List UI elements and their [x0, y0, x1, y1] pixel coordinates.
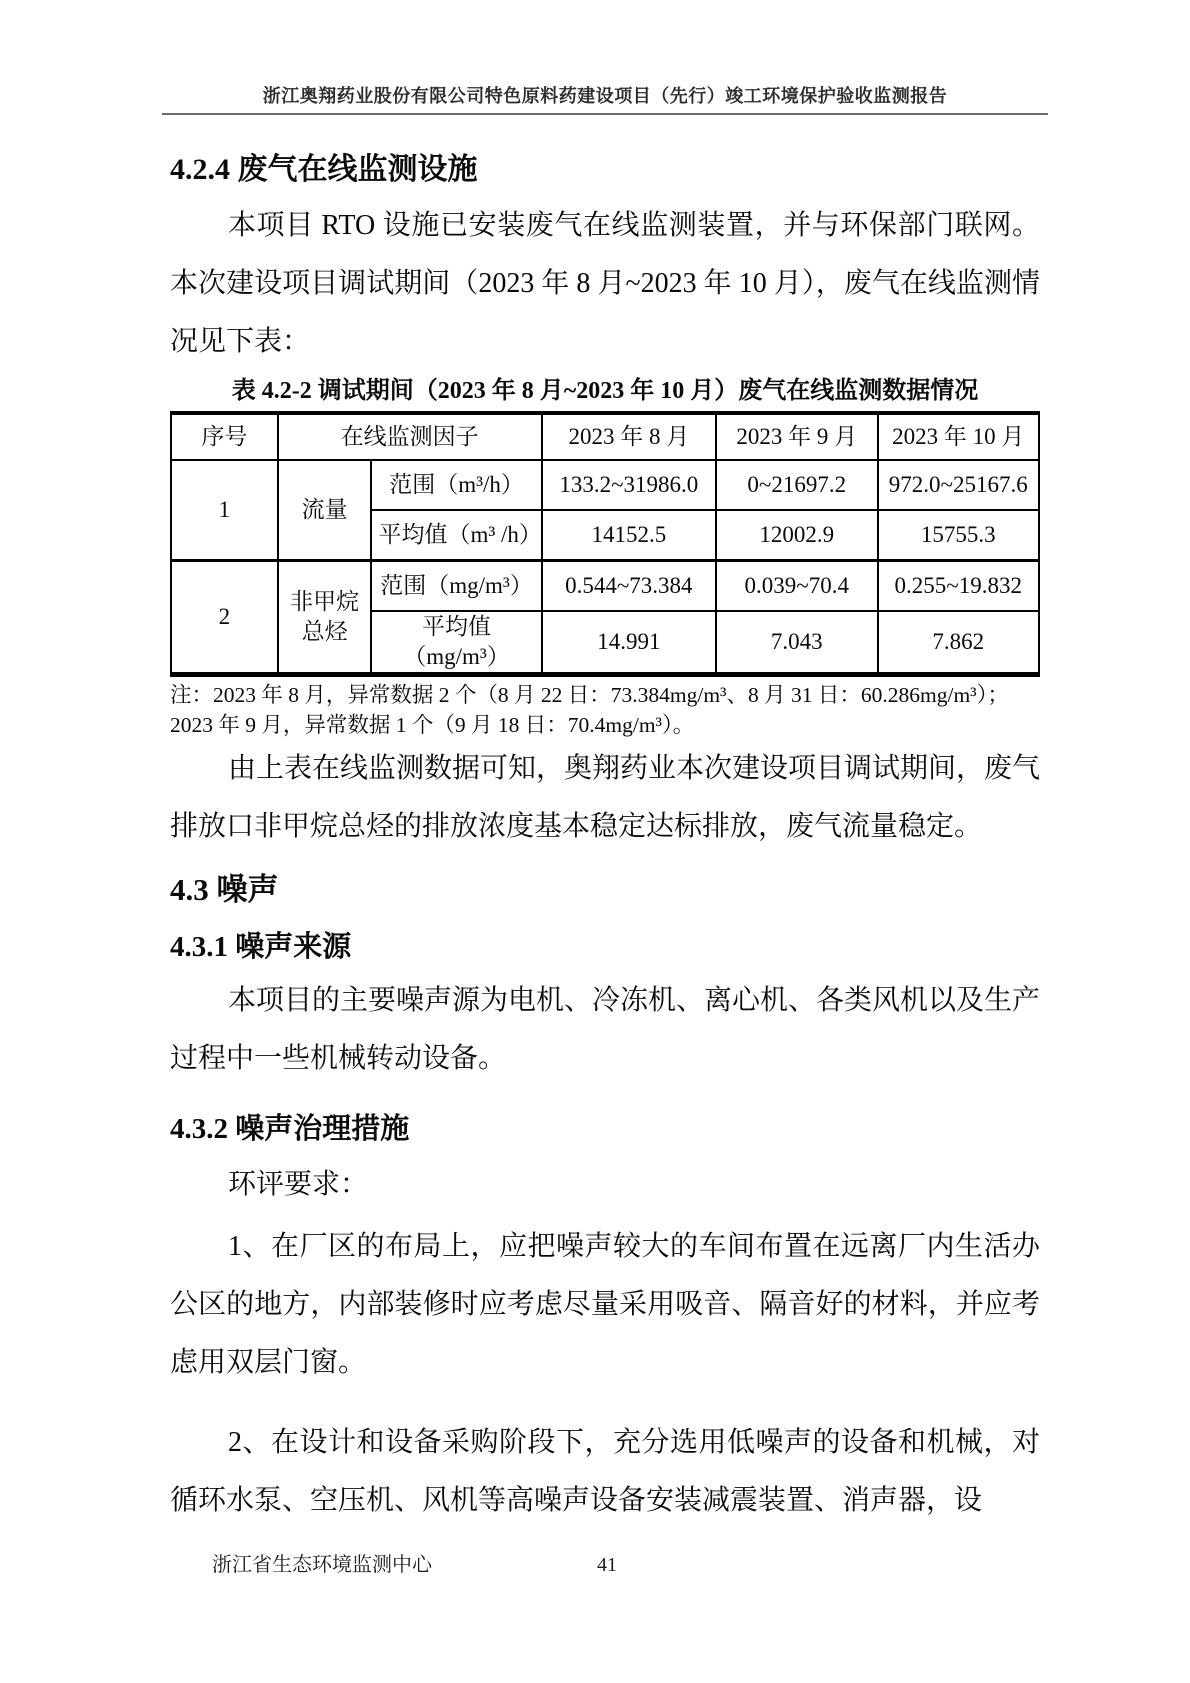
online-monitoring-data-table	[170, 411, 1040, 677]
heading-4-3-1: 4.3.1 噪声来源	[170, 931, 352, 963]
col-header-sep: 2023 年 9 月	[716, 413, 877, 460]
cell-value-aug: 14152.5	[542, 510, 716, 561]
paragraph-online-monitoring-intro: 本项目 RTO 设施已安装废气在线监测装置，并与环保部门联网。本次建设项目调试期间（2023 年 8 月~2023 年 10 月），废气在线监测情况见下表：	[170, 210, 1040, 357]
header-rule-divider	[162, 113, 1048, 115]
footer-page-number: 41	[597, 1554, 617, 1576]
footer-organization: 浙江省生态环境监测中心	[212, 1554, 432, 1576]
col-header-factor: 在线监测因子	[278, 413, 542, 460]
cell-metric: 范围（mg/m³）	[371, 561, 541, 612]
cell-value-sep: 0~21697.2	[716, 460, 877, 510]
cell-value-oct: 0.255~19.832	[878, 561, 1040, 612]
cell-value-aug: 0.544~73.384	[542, 561, 716, 612]
col-header-index: 序号	[171, 413, 278, 460]
heading-4-2-4: 4.2.4 废气在线监测设施	[170, 153, 478, 186]
cell-value-aug: 133.2~31986.0	[542, 460, 716, 510]
heading-4-3-2: 4.3.2 噪声治理措施	[170, 1113, 410, 1145]
cell-index-2: 2	[171, 561, 278, 675]
cell-metric: 平均值（m³ /h）	[371, 510, 541, 561]
cell-value-sep: 7.043	[716, 611, 877, 675]
paragraph-eia-requirements-label: 环评要求：	[228, 1169, 369, 1200]
heading-4-3: 4.3 噪声	[170, 872, 279, 907]
table-note-line2: 2023 年 9 月，异常数据 1 个（9 月 18 日：70.4mg/m³）。	[170, 713, 695, 737]
paragraph-monitoring-conclusion: 由上表在线监测数据可知，奥翔药业本次建设项目调试期间，废气排放口非甲烷总烃的排放浓度基本稳定达标排放，废气流量稳定。	[170, 753, 1041, 842]
cell-index-1: 1	[171, 460, 278, 561]
cell-metric: 平均值（mg/m³）	[371, 611, 541, 675]
cell-factor-flow: 流量	[278, 460, 372, 561]
running-header	[170, 84, 1040, 115]
cell-factor-nmhc: 非甲烷总烃	[278, 561, 372, 675]
col-header-oct: 2023 年 10 月	[878, 413, 1040, 460]
cell-value-oct: 7.862	[878, 611, 1040, 675]
col-header-aug: 2023 年 8 月	[542, 413, 716, 460]
running-header-title: 浙江奥翔药业股份有限公司特色原料药建设项目（先行）竣工环境保护验收监测报告	[262, 86, 948, 106]
table-row	[171, 561, 1039, 612]
table-caption: 表 4.2-2 调试期间（2023 年 8 月~2023 年 10 月）废气在线监测数据情况	[231, 378, 979, 404]
cell-value-aug: 14.991	[542, 611, 716, 675]
cell-value-oct: 972.0~25167.6	[878, 460, 1040, 510]
cell-metric: 范围（m³/h）	[371, 460, 541, 510]
cell-value-sep: 0.039~70.4	[716, 561, 877, 612]
cell-value-oct: 15755.3	[878, 510, 1040, 561]
paragraph-noise-sources: 本项目的主要噪声源为电机、冷冻机、离心机、各类风机以及生产过程中一些机械转动设备。	[170, 985, 1041, 1074]
table-row	[171, 460, 1039, 510]
paragraph-noise-measure-2: 2、在设计和设备采购阶段下，充分选用低噪声的设备和机械，对循环水泵、空压机、风机等高噪声设备安装减震装置、消声器，设	[170, 1427, 1040, 1516]
table-note	[170, 680, 1040, 740]
page-footer	[0, 1552, 1190, 1580]
paragraph-noise-measure-1: 1、在厂区的布局上，应把噪声较大的车间布置在远离厂内生活办公区的地方，内部装修时应考虑尽量采用吸音、隔音好的材料，并应考虑用双层门窗。	[170, 1231, 1040, 1378]
table-header-row	[171, 413, 1039, 460]
cell-value-sep: 12002.9	[716, 510, 877, 561]
table-note-line1: 注：2023 年 8 月，异常数据 2 个（8 月 22 日：73.384mg/m³、8 月 31 日：60.286mg/m³）；	[170, 683, 1009, 707]
